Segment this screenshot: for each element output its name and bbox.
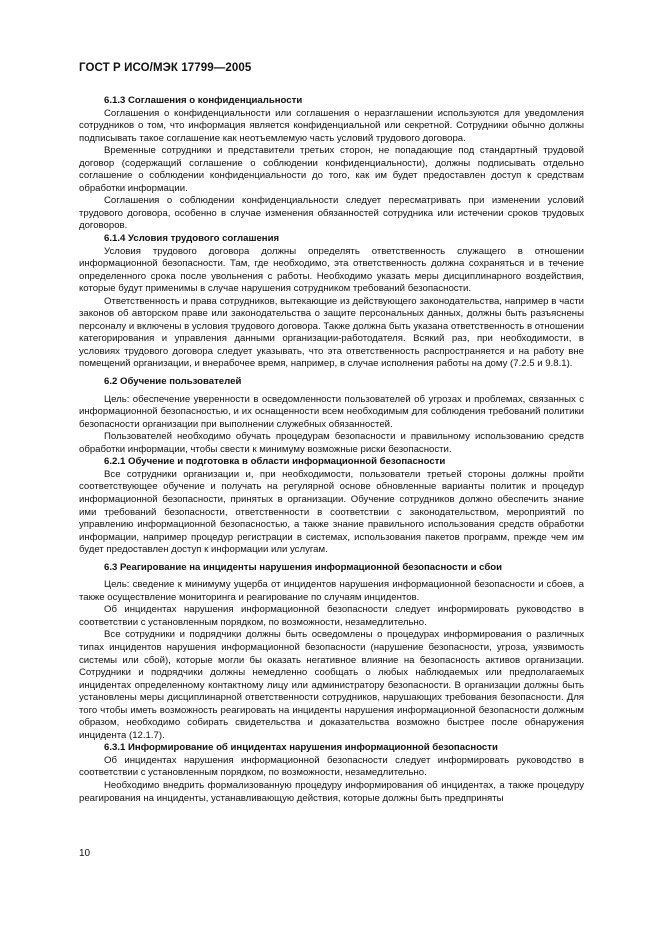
paragraph: Пользователей необходимо обучать процедурам безопасности и правильному использованию средств обработки информации, чтобы свести к минимуму возможные риски безопасности. [79, 431, 584, 455]
paragraph: Об инцидентах нарушения информационной безопасности следует информировать руководство в соответствии с установленным порядком, по возможности, незамедлительно. [79, 754, 584, 779]
standard-header: ГОСТ Р ИСО/МЭК 17799—2005 [79, 62, 252, 74]
section-heading: 6.3 Реагирование на инциденты нарушения информационной безопасности и сбои [104, 561, 503, 573]
section-heading: 6.2 Обучение пользователей [104, 376, 242, 388]
paragraph: Соглашения о соблюдении конфиденциальности следует пересматривать при изменении условий трудового договора, особенно в случае изменения обязанностей сотрудника или истечении сроков трудовых договоров. [79, 195, 584, 232]
paragraph: Об инцидентах нарушения информационной безопасности следует информировать руководство в соответствии с установленным порядком, по возможности, незамедлительно. [79, 604, 584, 628]
paragraph: Цель: сведение к минимуму ущерба от инцидентов нарушения информационной безопасности и сбоев, а также осуществление мониторинга и реагирование по случаям инцидентов. [79, 579, 584, 603]
paragraph: Все сотрудники организации и, при необходимости, пользователи третьей стороны должны пройти соответствующее обучение и получать на регулярной основе обновленные варианты политик и процедур информационной безопасности, принятых в организации. Обучение сотрудников должно обеспечить знание ими требований безопасности, ответственности в соответствии с законодательством, мероприятий по управлению информационной безопасностью, а также знание правильного использования средств обработки информации, например процедур регистрации в системах, использования пакетов программ, прежде чем им будет предоставлен доступ к информации или услугам. [79, 468, 584, 556]
paragraph: Условия трудового договора должны определять ответственность служащего в отношении информационной безопасности. Там, где необходимо, эта ответственность должна сохраняться и в течение определенного срока после увольнения с работы. Необходимо указать меры дисциплинарного воздействия, которые будут применимы в случае нарушения сотрудником требований безопасности. [79, 245, 584, 295]
page-number: 10 [79, 848, 91, 859]
section-heading: 6.1.4 Условия трудового соглашения [104, 233, 280, 245]
section-heading: 6.2.1 Обучение и подготовка в области информационной безопасности [104, 456, 446, 468]
paragraph: Ответственность и права сотрудников, вытекающие из действующего законодательства, например в части законов об авторском праве или законодательства о защите персональных данных, должны быть разъяснены персоналу и включены в условия трудового договора. Также должна быть указана ответственность в отношении категорирования и управления данными организации-работодателя. Всякий раз, при необходимости, в условиях трудового договора следует указывать, что эта ответственность распространяется и на работу вне помещений организации, и внерабочее время, например, в случае исполнения работы на дому (7.2.5 и 9.8.1). [79, 295, 584, 370]
paragraph: Все сотрудники и подрядчики должны быть осведомлены о процедурах информирования о различных типах инцидентов нарушения информационной безопасности (нарушение безопасности, угроза, уязвимость системы или сбой), которые могли бы оказать негативное влияние на безопасность активов организации. Сотрудники и подрядчики должны немедленно сообщать о любых наблюдаемых или предполагаемых инцидентах определенному контактному лицу или администратору безопасности. В организации должны быть установлены меры дисциплинарной ответственности сотрудников, нарушающих требования безопасности. Для того чтобы иметь возможность реагировать на инциденты нарушения информационной безопасности должным образом, необходимо собирать свидетельства и доказательства возможно быстрее после обнаружения инцидента (12.1.7). [79, 629, 584, 741]
section-heading: 6.3.1 Информирование об инцидентах нарушения информационной безопасности [104, 742, 498, 754]
paragraph: Соглашения о конфиденциальности или соглашения о неразглашении используются для уведомления сотрудников о том, что информация является конфиденциальной или секретной. Сотрудники обычно должны подписывать такое соглашение как неотъемлемую часть условий трудового договора. [79, 107, 584, 144]
paragraph: Временные сотрудники и представители третьих сторон, не попадающие под стандартный трудовой договор (содержащий соглашение о соблюдении конфиденциальности), должны подписывать отдельно соглашение о соблюдении конфиденциальности до того, как им будет предоставлен доступ к средствам обработки информации. [79, 145, 584, 194]
paragraph: Необходимо внедрить формализованную процедуру информирования об инцидентах, а также процедуру реагирования на инциденты, устанавливающую действия, которые должны быть предприняты [79, 779, 584, 804]
section-heading: 6.1.3 Соглашения о конфиденциальности [104, 95, 303, 106]
paragraph: Цель: обеспечение уверенности в осведомленности пользователей об угрозах и проблемах, связанных с информационной безопасностью, и их оснащенности всем необходимым для соблюдения требований политики безопасности организации при выполнении служебных обязанностей. [79, 393, 584, 430]
document-body [79, 95, 584, 805]
